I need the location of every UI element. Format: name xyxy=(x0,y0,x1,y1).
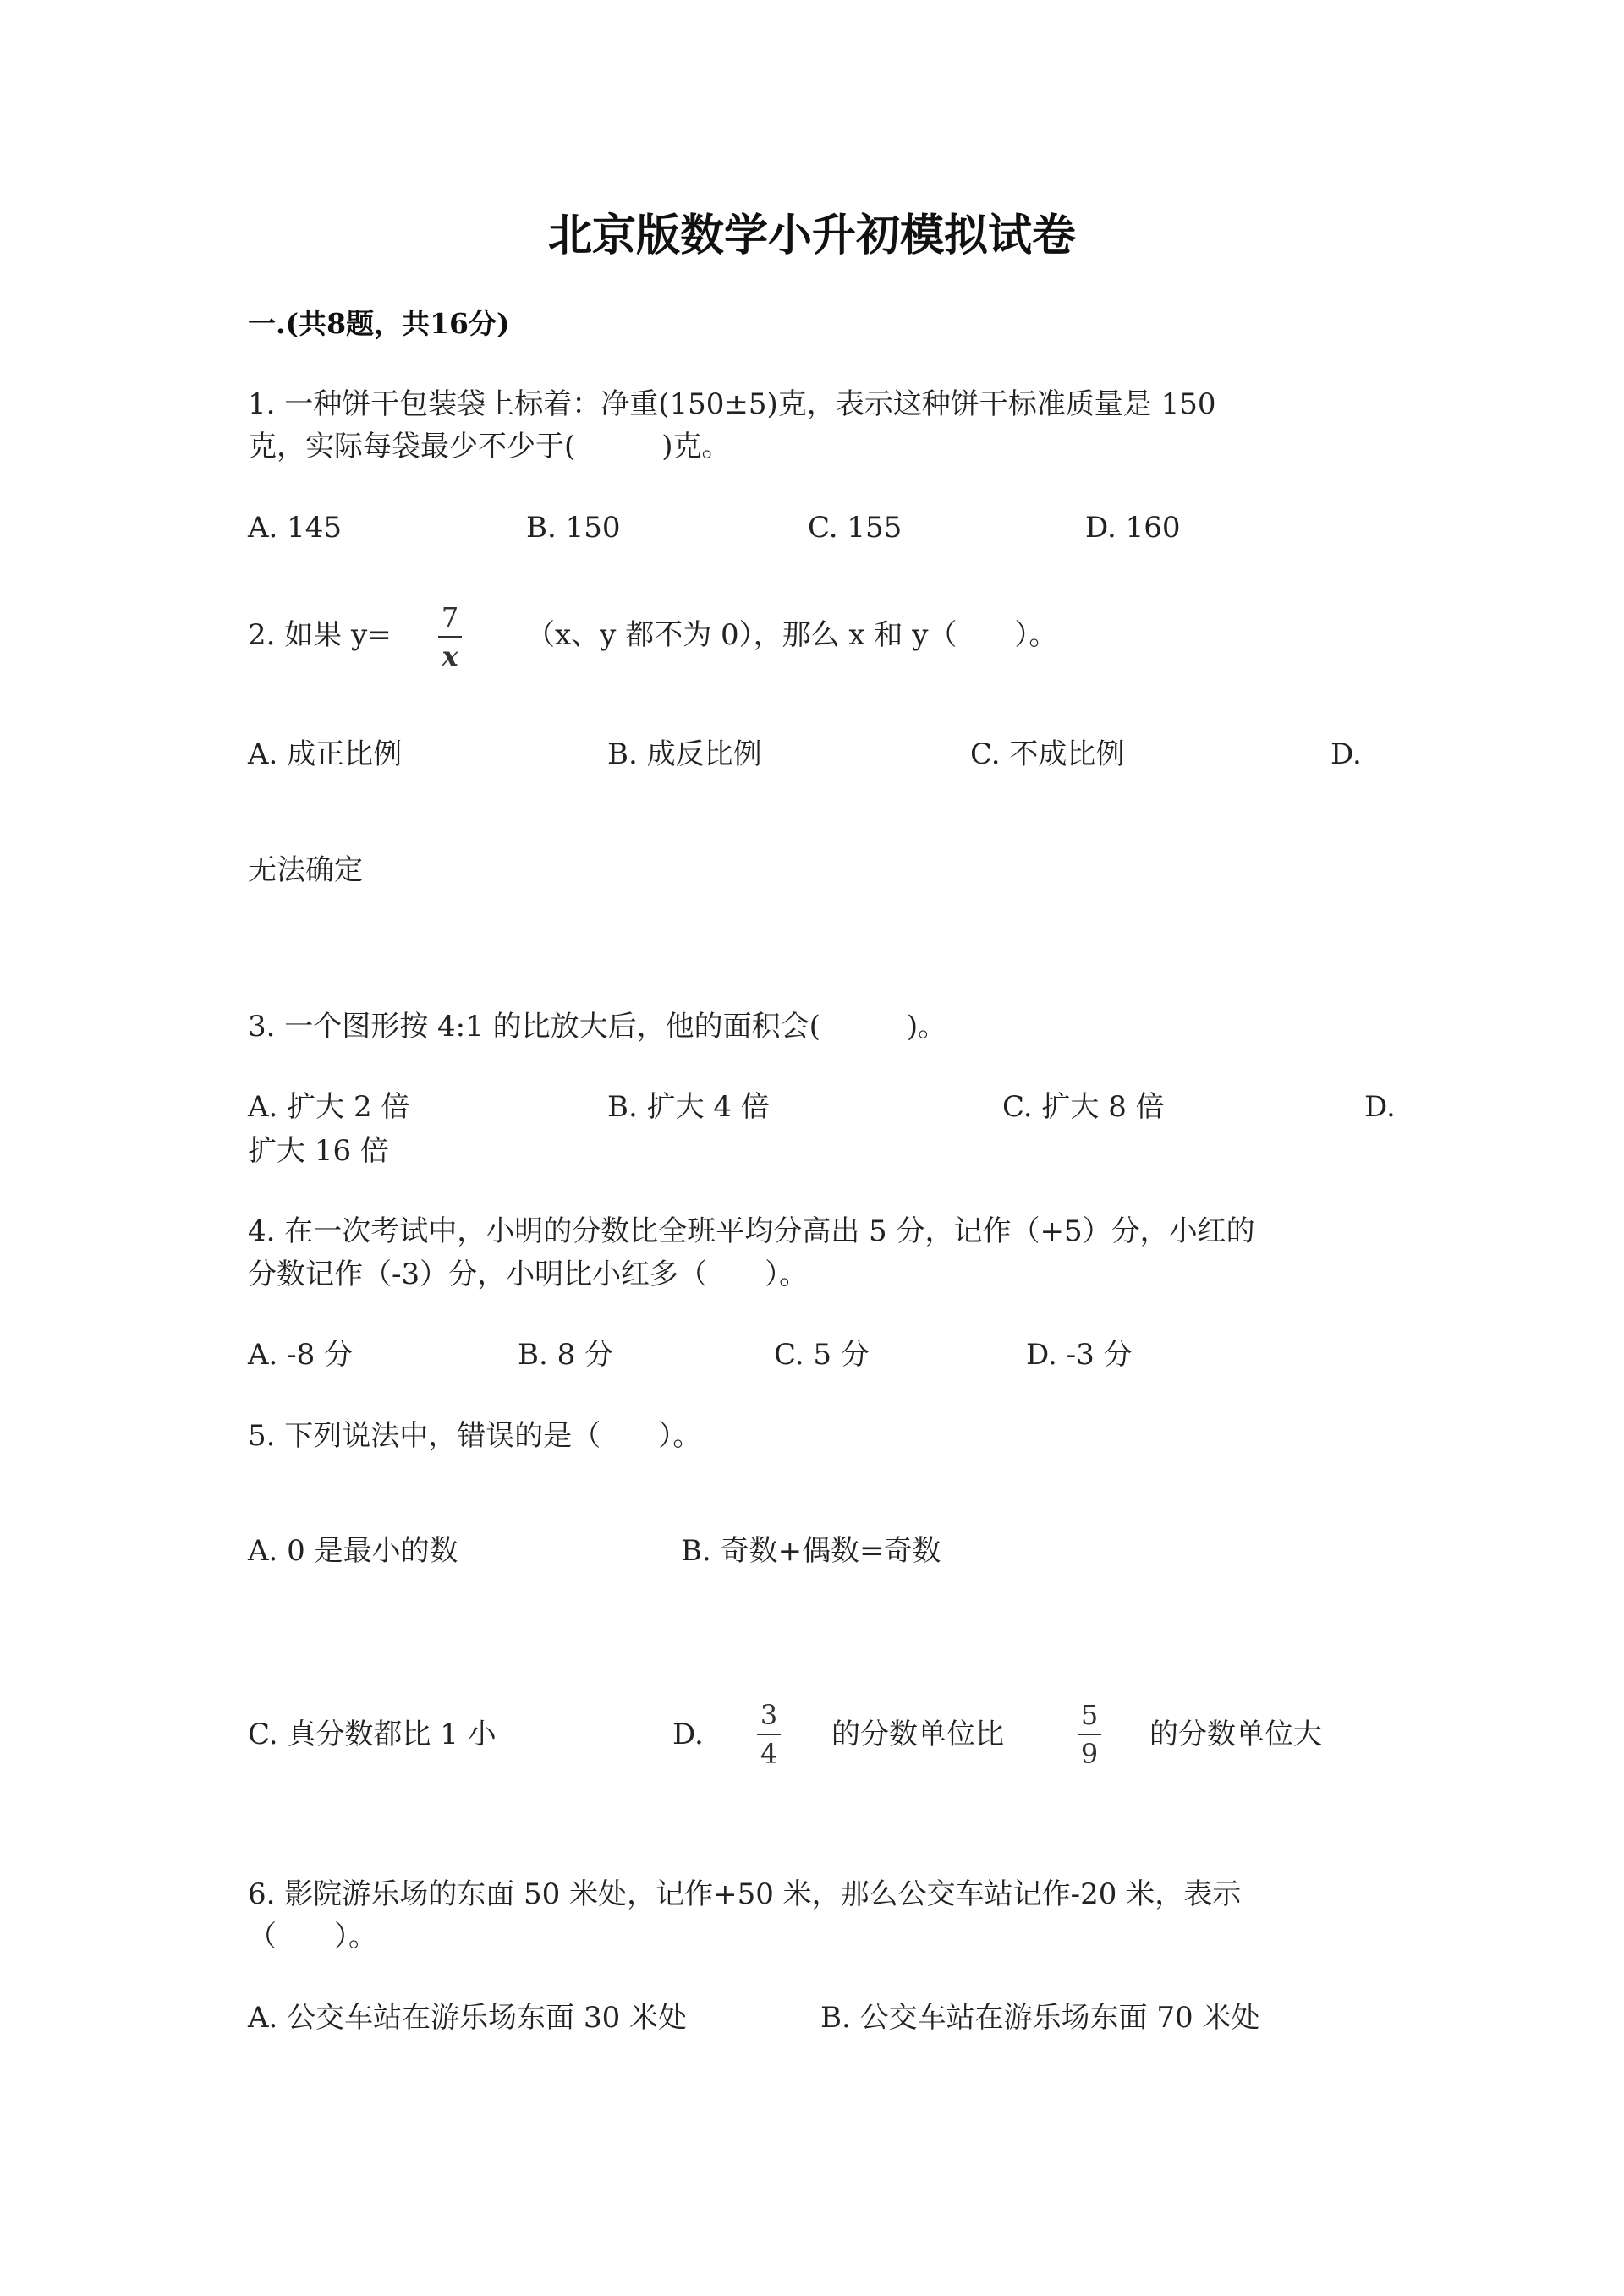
question-6-option-a[interactable]: A. 公交车站在游乐场东面 30 米处 xyxy=(248,2001,688,2035)
question-3-line-1: 3. 一个图形按 4:1 的比放大后，他的面积会( )。 xyxy=(248,1010,947,1044)
question-3-option-b[interactable]: B. 扩大 4 倍 xyxy=(607,1090,770,1124)
question-2-option-d[interactable]: D. xyxy=(1330,737,1362,771)
question-4-line-2: 分数记作（-3）分，小明比小红多（ ）。 xyxy=(248,1258,809,1291)
question-5-option-d[interactable]: D. xyxy=(672,1718,704,1751)
question-2-fraction xyxy=(438,602,462,671)
question-3-option-c[interactable]: C. 扩大 8 倍 xyxy=(1002,1090,1165,1124)
question-6-line-2: （ ）。 xyxy=(248,1920,377,1954)
question-3-option-d[interactable]: D. xyxy=(1364,1090,1396,1124)
fraction-numerator: 5 xyxy=(1080,1699,1099,1731)
question-4-line-1: 4. 在一次考试中，小明的分数比全班平均分高出 5 分，记作（+5）分，小红的 xyxy=(248,1214,1255,1248)
question-1-option-c[interactable]: C. 155 xyxy=(808,511,903,545)
question-2-option-d-text[interactable]: 无法确定 xyxy=(248,853,363,887)
question-5-option-d-end: 的分数单位大 xyxy=(1149,1718,1322,1751)
question-5-option-a[interactable]: A. 0 是最小的数 xyxy=(248,1534,458,1568)
question-2-option-a[interactable]: A. 成正比例 xyxy=(248,737,403,771)
question-5-line-1: 5. 下列说法中，错误的是（ ）。 xyxy=(248,1419,702,1453)
section-heading: 一.(共8题，共16分) xyxy=(248,307,510,340)
fraction-denominator: 4 xyxy=(760,1738,778,1770)
question-2-option-c[interactable]: C. 不成比例 xyxy=(970,737,1125,771)
question-5-option-c[interactable]: C. 真分数都比 1 小 xyxy=(248,1718,497,1751)
question-2-option-b[interactable]: B. 成反比例 xyxy=(607,737,762,771)
question-4-option-c[interactable]: C. 5 分 xyxy=(774,1338,870,1372)
question-1-option-b[interactable]: B. 150 xyxy=(526,511,621,545)
question-4-option-a[interactable]: A. -8 分 xyxy=(248,1338,354,1372)
question-1-line-2: 克，实际每袋最少不少于( )克。 xyxy=(248,430,731,463)
question-5-option-b[interactable]: B. 奇数+偶数=奇数 xyxy=(681,1534,941,1568)
question-3-option-d-text[interactable]: 扩大 16 倍 xyxy=(248,1134,389,1168)
question-6-option-b[interactable]: B. 公交车站在游乐场东面 70 米处 xyxy=(820,2001,1260,2035)
fraction-bar xyxy=(438,636,462,638)
page-title: 北京版数学小升初模拟试卷 xyxy=(547,210,1076,261)
fraction-denominator: x xyxy=(442,640,458,672)
question-5-fraction-1 xyxy=(757,1700,781,1769)
fraction-numerator: 3 xyxy=(760,1699,778,1731)
question-1-option-d[interactable]: D. 160 xyxy=(1085,511,1181,545)
question-3-option-a[interactable]: A. 扩大 2 倍 xyxy=(248,1090,410,1124)
fraction-numerator: 7 xyxy=(441,601,459,633)
question-2-suffix: （x、y 都不为 0），那么 x 和 y（ ）。 xyxy=(526,618,1058,652)
question-1-line-1: 1. 一种饼干包装袋上标着：净重(150±5)克，表示这种饼干标准质量是 150 xyxy=(248,387,1216,421)
question-1-option-a[interactable]: A. 145 xyxy=(248,511,343,545)
fraction-bar xyxy=(757,1734,781,1735)
question-5-fraction-2 xyxy=(1078,1700,1101,1769)
question-4-option-b[interactable]: B. 8 分 xyxy=(518,1338,614,1372)
question-6-line-1: 6. 影院游乐场的东面 50 米处，记作+50 米，那么公交车站记作-20 米，表示 xyxy=(248,1877,1242,1911)
question-5-option-d-middle: 的分数单位比 xyxy=(831,1718,1004,1751)
question-4-option-d[interactable]: D. -3 分 xyxy=(1026,1338,1133,1372)
fraction-denominator: 9 xyxy=(1080,1738,1099,1770)
question-2-prefix: 2. 如果 y= xyxy=(248,618,392,652)
fraction-bar xyxy=(1078,1734,1101,1735)
